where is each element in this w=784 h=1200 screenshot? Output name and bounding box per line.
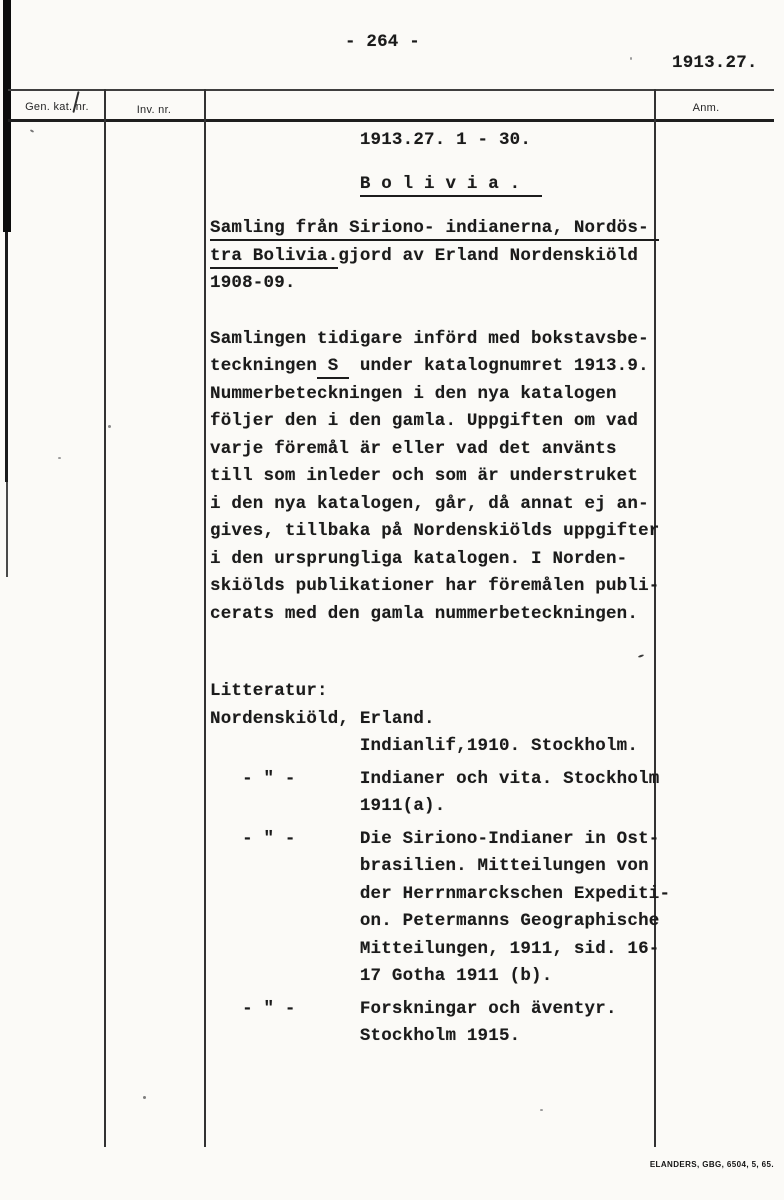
typewritten-line: i den ursprungliga katalogen. I Norden- [210, 548, 628, 569]
catalog-entry-body [210, 122, 680, 1051]
typewritten-line: följer den i den gamla. Uppgiften om vad [210, 411, 639, 431]
typewritten-line: Samlingen tidigare införd med bokstavsbe- [210, 328, 649, 349]
typewritten-line [210, 353, 680, 381]
literature-entry-line: brasilien. Mitteilungen von [210, 856, 649, 876]
scan-edge-bar [3, 0, 11, 232]
collection-years: 1908-09. [210, 273, 296, 293]
collection-title-text: tra Bolivia. [210, 246, 338, 269]
typewritten-line: gives, tillbaka på Nordenskiölds uppgifter [210, 521, 660, 541]
typewritten-line: varje föremål är eller vad det använts [210, 438, 617, 459]
country-heading [210, 171, 680, 199]
literature-entry-line: on. Petermanns Geographische [210, 911, 660, 931]
literature-entry-line: 1911(a). [210, 796, 446, 816]
column-header-anm: Anm. [692, 102, 720, 114]
typewritten-line: i den nya katalogen, går, då annat ej an- [210, 493, 649, 514]
column-divider-inv-nr [204, 89, 206, 1147]
column-header-inv-nr: Inv. nr. [136, 104, 172, 116]
column-divider-gen-kat [104, 89, 106, 1147]
literature-entry-line: - " - Forskningar och äventyr. [210, 998, 617, 1019]
collection-title-text: Samling från Siriono- indianerna, Nordös- [210, 218, 659, 241]
country-heading-text: B o l i v i a . [360, 174, 542, 197]
collector-credit: gjord av Erland Nordenskiöld [338, 245, 639, 266]
literature-entry-line: Indianlif,1910. Stockholm. [210, 736, 639, 756]
typewritten-line: till som inleder och som är understruket [210, 466, 639, 486]
table-rule-top [8, 89, 774, 91]
scan-speckle [108, 425, 111, 428]
typewritten-line: skiölds publikationer har föremålen publi- [210, 576, 660, 596]
typewritten-line: Nummerbeteckningen i den nya katalogen [210, 383, 617, 404]
literature-entry-line: Mitteilungen, 1911, sid. 16- [210, 938, 660, 959]
literature-entry-line: der Herrnmarckschen Expediti- [210, 883, 671, 904]
scan-edge-bar [5, 232, 8, 482]
literature-entry-line: - " - Indianer och vita. Stockholm [210, 768, 660, 789]
scan-speckle [143, 1096, 146, 1099]
scan-speckle [30, 129, 34, 133]
scan-edge-bar [6, 482, 8, 577]
scan-speckle [630, 57, 632, 60]
collection-title-line [210, 243, 680, 271]
scan-speckle [540, 1109, 543, 1111]
column-header-gen-kat-nr: Gen. kat. nr. [25, 101, 89, 113]
catalog-number: 1913.27. [672, 53, 758, 73]
literature-author: Nordenskiöld, Erland. [210, 708, 435, 729]
literature-entry-line: Stockholm 1915. [210, 1026, 521, 1046]
text-segment: under katalognumret 1913.9. [349, 356, 649, 376]
collection-title-line [210, 215, 680, 243]
underlined-letter-code: S [317, 356, 349, 379]
literature-heading: Litteratur: [210, 681, 328, 701]
literature-entry-line: - " - Die Siriono-Indianer in Ost- [210, 828, 660, 849]
text-segment: teckningen [210, 356, 318, 376]
entry-number-range: 1913.27. 1 - 30. [210, 130, 532, 150]
indent [210, 174, 360, 194]
scan-speckle [58, 457, 61, 459]
printer-mark: ELANDERS, GBG, 6504, 5, 65. [649, 1160, 774, 1169]
typewritten-line: cerats med den gamla nummerbeteckningen. [210, 603, 639, 624]
page-number: - 264 - [345, 32, 420, 52]
literature-entry-line: 17 Gotha 1911 (b). [210, 966, 553, 986]
